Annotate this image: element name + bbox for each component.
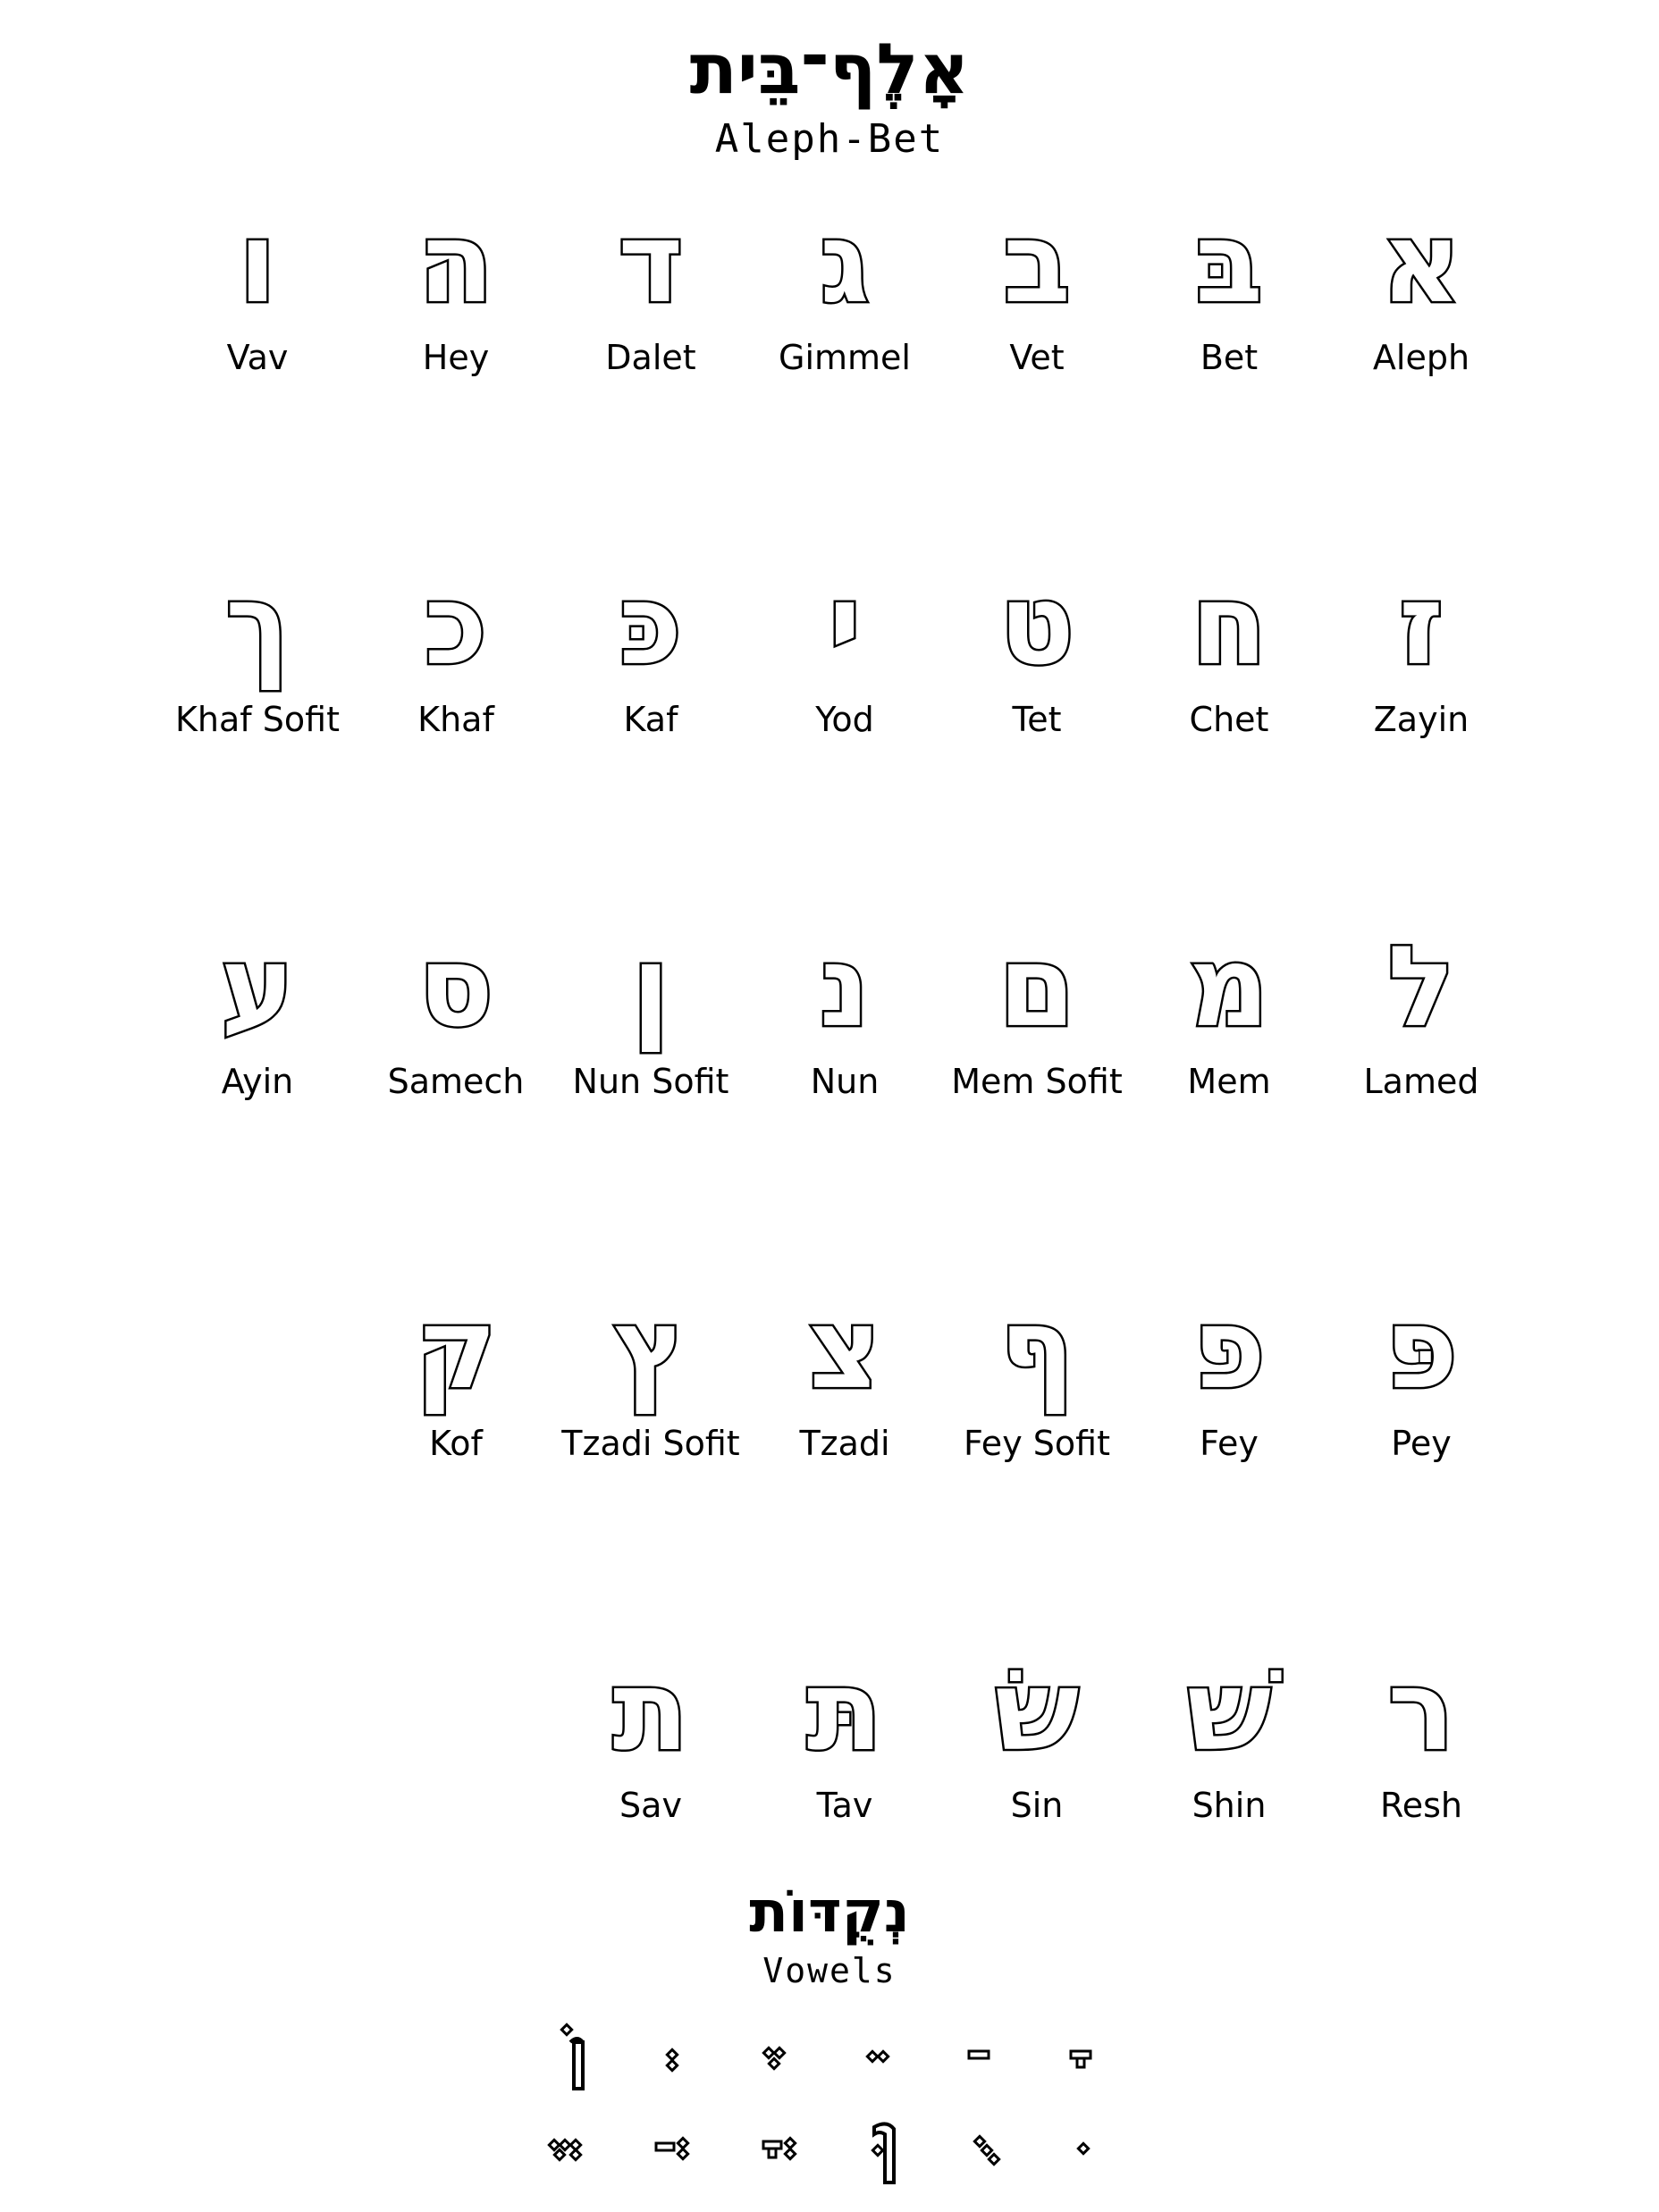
letter-name: Pey [1391, 1424, 1452, 1463]
page-title-hebrew: אָלֶף־בֵּית [689, 29, 970, 110]
letter-glyph: ד [618, 199, 684, 328]
letter-name: Sav [619, 1786, 682, 1825]
letter-name: Khaf [417, 700, 494, 739]
letter-name: Kaf [623, 700, 678, 739]
letter-card [366, 559, 545, 755]
letter-glyph: ג [820, 199, 870, 328]
letter-card [1140, 921, 1318, 1117]
letter-glyph: ז [1399, 561, 1444, 690]
letter-name: Bet [1200, 338, 1259, 377]
letter-card [1332, 921, 1511, 1117]
letter-card [561, 1283, 740, 1479]
letter-card [947, 1283, 1126, 1479]
letter-card [1140, 1644, 1318, 1841]
letter-name: Samech [387, 1062, 525, 1101]
letter-card [755, 1283, 934, 1479]
letter-card [947, 1644, 1126, 1841]
vowel-segol [763, 2048, 784, 2068]
letter-name: Chet [1189, 700, 1269, 739]
vowels-title-hebrew: נְקֻדּוֹת [749, 1880, 910, 1946]
letter-glyph: פּ [1385, 1285, 1458, 1414]
letter-glyph: ק [415, 1285, 497, 1414]
letter-card [1140, 559, 1318, 755]
letter-glyph: ת [612, 1647, 689, 1776]
letter-name: Khaf Sofit [175, 700, 340, 739]
letter-glyph: פ [1192, 1285, 1266, 1414]
vowel-chirik [1078, 2143, 1088, 2153]
letter-card [755, 197, 934, 393]
letter-glyph: ף [999, 1285, 1074, 1414]
letter-card [561, 197, 740, 393]
letter-name: Sin [1010, 1786, 1064, 1825]
letter-card [1332, 559, 1511, 755]
letter-card [168, 559, 347, 755]
vowel-chataf-kamatz [763, 2138, 796, 2158]
vowel-marks-row-2 [536, 2109, 1126, 2199]
vowel-marks-row-1 [536, 2015, 1126, 2105]
letter-card [366, 921, 545, 1117]
letter-name: Kof [429, 1424, 483, 1463]
letter-glyph: ט [998, 561, 1075, 690]
letter-name: Nun [810, 1062, 880, 1101]
letter-card [168, 197, 347, 393]
vowel-kamatz [1071, 2051, 1091, 2067]
letter-name: Gimmel [779, 338, 911, 377]
letter-glyph: תּ [806, 1647, 883, 1776]
letter-glyph: ס [417, 923, 494, 1052]
letter-glyph: נ [819, 923, 871, 1052]
letter-glyph: צ [808, 1285, 881, 1414]
vowels-title-english: Vowels [762, 1951, 897, 1990]
letter-glyph: בּ [1195, 199, 1263, 328]
letter-name: Aleph [1372, 338, 1470, 377]
vowel-sheva [667, 2049, 677, 2070]
letter-glyph: ל [1387, 923, 1455, 1052]
letter-card [1332, 1644, 1511, 1841]
page-title-english: Aleph-Bet [714, 116, 945, 162]
letter-name: Mem Sofit [951, 1062, 1123, 1101]
vowel-shuruk [872, 2124, 894, 2183]
letter-name: Mem [1187, 1062, 1271, 1101]
vowel-patach [969, 2051, 989, 2058]
letter-name: Lamed [1363, 1062, 1479, 1101]
letter-glyph: א [1380, 199, 1462, 328]
letter-name: Shin [1192, 1786, 1267, 1825]
letter-glyph: ח [1191, 561, 1267, 690]
letter-card [1140, 1283, 1318, 1479]
letter-name: Hey [422, 338, 490, 377]
letter-name: Vav [226, 338, 289, 377]
letter-glyph: ם [998, 923, 1076, 1052]
letter-name: Ayin [221, 1062, 294, 1101]
letter-glyph: ע [220, 923, 295, 1052]
letter-glyph: ך [225, 561, 290, 690]
letter-glyph: ו [238, 199, 277, 328]
letter-name: Dalet [605, 338, 696, 377]
letter-glyph: שׂ [994, 1647, 1080, 1776]
letter-glyph: מ [1189, 923, 1269, 1052]
letter-glyph: י [828, 561, 862, 690]
letter-card [561, 559, 740, 755]
letter-card [561, 1644, 740, 1841]
letter-name: Fey Sofit [964, 1424, 1110, 1463]
letter-card [1140, 197, 1318, 393]
letter-glyph: ן [631, 923, 670, 1052]
letter-glyph: ב [1003, 199, 1071, 328]
letter-glyph: כּ [619, 561, 683, 690]
letter-name: Tzadi Sofit [561, 1424, 740, 1463]
letter-card [1332, 197, 1511, 393]
letter-glyph: כ [424, 561, 488, 690]
letter-name: Vet [1009, 338, 1065, 377]
letter-name: Zayin [1373, 700, 1470, 739]
vowel-chataf-patach [656, 2138, 688, 2158]
letter-name: Fey [1200, 1424, 1259, 1463]
letter-card [947, 921, 1126, 1117]
letter-name: Yod [815, 700, 874, 739]
vowel-kubutz [974, 2136, 998, 2164]
letter-card [755, 921, 934, 1117]
letter-name: Tav [816, 1786, 873, 1825]
vowel-tsere [867, 2051, 888, 2061]
letter-glyph: ר [1387, 1647, 1455, 1776]
letter-card [947, 197, 1126, 393]
letter-card [947, 559, 1126, 755]
letter-card [366, 1283, 545, 1479]
letter-card [168, 921, 347, 1117]
letter-glyph: ץ [614, 1285, 687, 1414]
vowel-chataf-segol [549, 2140, 580, 2159]
vowel-holam-male [561, 2024, 583, 2089]
letter-name: Tet [1012, 700, 1062, 739]
letter-card [366, 197, 545, 393]
letter-name: Nun Sofit [572, 1062, 729, 1101]
letter-glyph: ה [417, 199, 494, 328]
letter-glyph: שׁ [1186, 1647, 1272, 1776]
letter-name: Resh [1380, 1786, 1462, 1825]
letter-name: Tzadi [799, 1424, 890, 1463]
letter-card [755, 1644, 934, 1841]
letter-card [755, 559, 934, 755]
letter-card [561, 921, 740, 1117]
letter-card [1332, 1283, 1511, 1479]
